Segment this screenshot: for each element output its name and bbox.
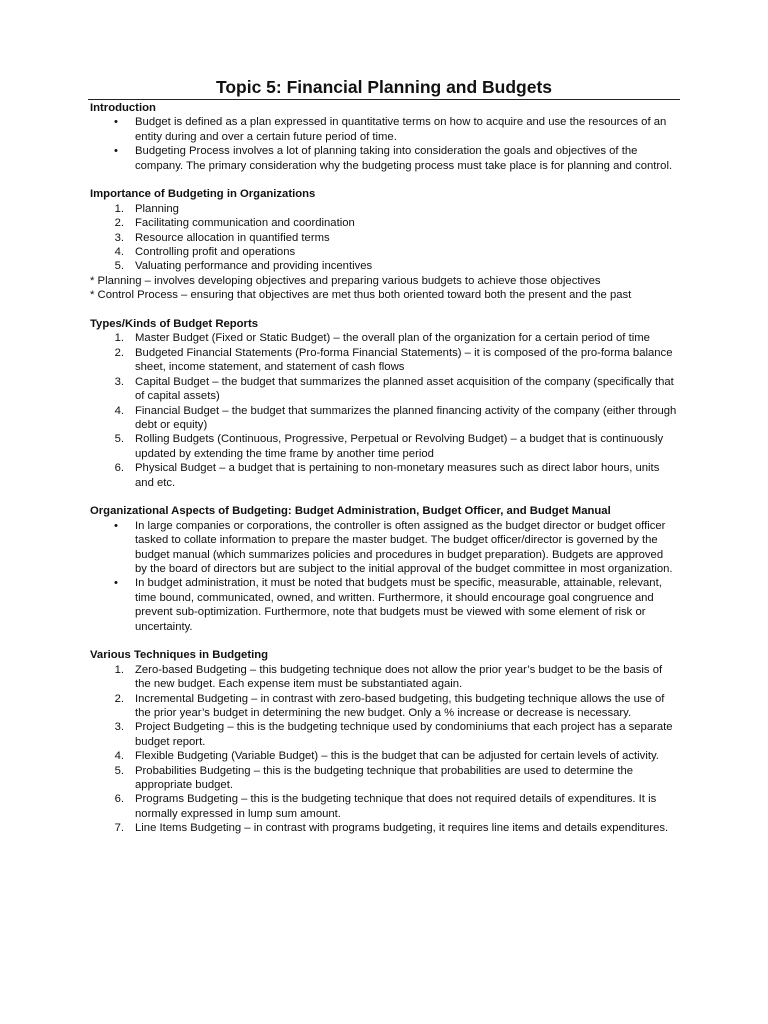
title-underline [88, 99, 680, 100]
list-item-text: Master Budget (Fixed or Static Budget) – the overall plan of the organization for a certain period of time [135, 332, 650, 345]
list-item-text: Line Items Budgeting – in contrast with programs budgeting, it requires line items and details expenditures. [135, 822, 669, 835]
list-item-text: Flexible Budgeting (Variable Budget) – this is the budget that can be adjusted for certain levels of activity. [135, 750, 659, 763]
list-number: 1. [114, 332, 124, 345]
introduction-bullets [90, 115, 678, 173]
document-body [90, 101, 678, 836]
list-item [90, 792, 678, 821]
list-item [90, 720, 678, 749]
list-item [90, 821, 678, 835]
list-number: 4. [114, 404, 124, 417]
list-item [90, 461, 678, 490]
bullet-icon: • [114, 145, 118, 158]
list-item [90, 375, 678, 404]
list-number: 4. [114, 750, 124, 763]
list-number: 4. [114, 246, 124, 259]
list-item-text: Physical Budget – a budget that is pertaining to non-monetary measures such as direct labor hours, units and etc. [135, 462, 660, 489]
page-title: Topic 5: Financial Planning and Budgets [215, 77, 553, 97]
list-item-text: Budgeting Process involves a lot of planning taking into consideration the goals and objectives of the company. The primary consideration why the budgeting process must take place is for planning and control. [135, 145, 673, 172]
list-item-text: In large companies or corporations, the controller is often assigned as the budget director or budget officer tasked to collate information to prepare the master budget. The budget officer/director is governed by the budget manual (which summarizes policies and procedures in budget preparation). Budgets are approved by the board of directors but are subject to the initial approval of the budget committee in most organization. [135, 519, 673, 575]
list-item-text: Facilitating communication and coordination [135, 217, 355, 230]
section-heading-introduction: Introduction [90, 102, 156, 114]
list-item-text: Budget is defined as a plan expressed in quantitative terms on how to acquire and use the resources of an entity during and over a certain future period of time. [135, 116, 667, 143]
list-item [90, 259, 678, 273]
list-item [90, 432, 678, 461]
bullet-icon: • [114, 519, 118, 532]
list-number: 2. [114, 217, 124, 230]
list-item [90, 245, 678, 259]
list-item [90, 663, 678, 692]
list-item-text: Incremental Budgeting – in contrast with zero-based budgeting, this budgeting technique allows the use of the prior year’s budget in determining the new budget. Only a % increase or decrease is necessary. [135, 692, 665, 719]
list-number: 2. [114, 346, 124, 359]
list-item [90, 749, 678, 763]
list-number: 7. [114, 822, 124, 835]
list-number: 3. [114, 231, 124, 244]
list-item-text: Project Budgeting – this is the budgeting technique used by condominiums that each project has a separate budget report. [135, 721, 673, 748]
list-item [90, 519, 678, 577]
section-heading-importance: Importance of Budgeting in Organizations [90, 188, 316, 201]
list-number: 3. [114, 721, 124, 734]
list-item-text: Zero-based Budgeting – this budgeting technique does not allow the prior year’s budget to be the basis of the new budget. Each expense item must be substantiated again. [135, 663, 663, 691]
list-item-text: Rolling Budgets (Continuous, Progressive, Perpetual or Revolving Budget) – a budget that is continuously updated by extending the time frame by another time period [135, 433, 664, 460]
list-item-text: Budgeted Financial Statements (Pro-forma Financial Statements) – it is composed of the pro-forma balance sheet, income statement, and statement of cash flows [135, 346, 673, 374]
list-item [90, 144, 678, 173]
list-item [90, 331, 678, 345]
list-number: 5. [114, 433, 124, 446]
list-item-text: Capital Budget – the budget that summarizes the planned asset acquisition of the company (specifically that of capital assets) [135, 375, 674, 403]
section-heading-techniques: Various Techniques in Budgeting [90, 649, 269, 662]
note-planning: * Planning – involves developing objectives and preparing various budgets to achieve those objectives [90, 274, 601, 287]
list-number: 5. [114, 764, 124, 777]
list-item-text: Resource allocation in quantified terms [135, 231, 330, 244]
bullet-icon: • [114, 116, 118, 129]
list-item [90, 576, 678, 634]
note-control-process: * Control Process – ensuring that objectives are met thus both oriented toward both the present and the past [90, 289, 632, 302]
list-item-text: Programs Budgeting – this is the budgeting technique that does not required details of expenditures. It is normally expressed in lump sum amount. [135, 793, 657, 820]
list-item-text: In budget administration, it must be noted that budgets must be specific, measurable, attainable, relevant, time bound, communicated, owned, and written. Furthermore, it should encourage goal congruence and prevent sub-optimization. Furthermore, note that budgets must be viewed with some element of risk or uncertainty. [135, 577, 662, 633]
types-list [90, 331, 678, 489]
list-item-text: Controlling profit and operations [135, 246, 296, 259]
list-item-text: Probabilities Budgeting – this is the budgeting technique that probabilities are used to determine the appropriate budget. [135, 764, 634, 792]
list-item [90, 404, 678, 433]
organizational-bullets [90, 519, 678, 634]
list-number: 3. [114, 375, 124, 388]
list-item [90, 764, 678, 793]
list-item [90, 231, 678, 245]
list-item-text: Valuating performance and providing incentives [135, 260, 373, 273]
bullet-icon: • [114, 577, 118, 590]
importance-list [90, 202, 678, 274]
techniques-list [90, 663, 678, 836]
list-number: 5. [114, 260, 124, 273]
list-number: 6. [114, 793, 124, 806]
section-heading-types: Types/Kinds of Budget Reports [90, 318, 258, 331]
list-number: 2. [114, 692, 124, 705]
section-heading-organizational: Organizational Aspects of Budgeting: Budget Administration, Budget Officer, and Budget Manual [90, 505, 611, 518]
list-item [90, 115, 678, 144]
list-item [90, 346, 678, 375]
list-number: 1. [114, 202, 124, 215]
list-item [90, 216, 678, 230]
list-item-text: Financial Budget – the budget that summarizes the planned financing activity of the company (either through debt or equity) [135, 404, 677, 431]
list-item [90, 202, 678, 216]
list-item [90, 692, 678, 721]
list-number: 1. [114, 663, 124, 676]
list-item-text: Planning [135, 202, 179, 215]
list-number: 6. [114, 462, 124, 475]
